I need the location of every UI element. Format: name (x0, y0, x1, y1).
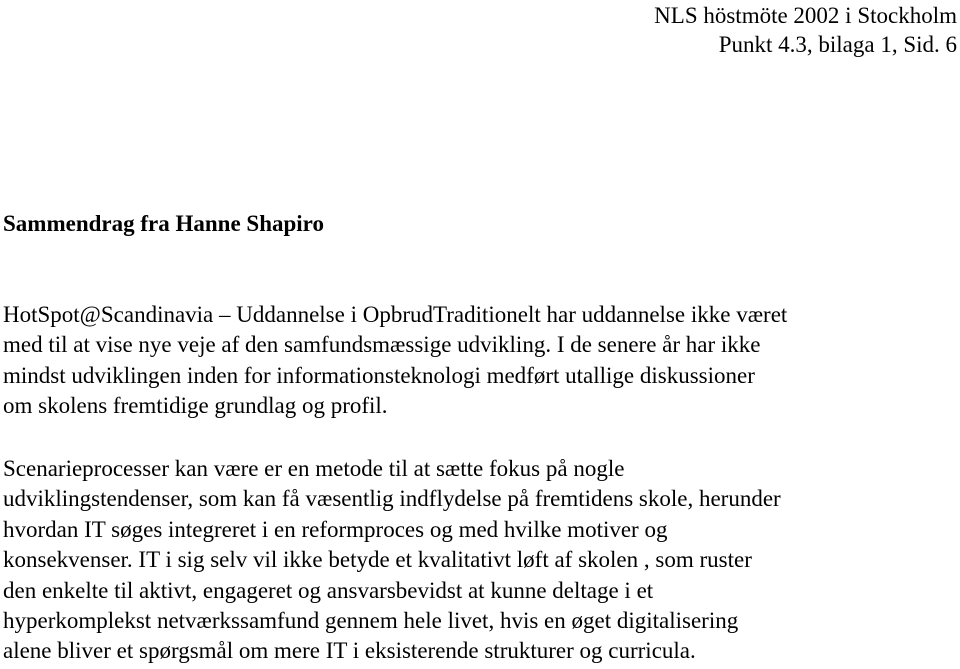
paragraph-line: HotSpot@Scandinavia – Uddannelse i OpbrudTraditionelt har uddannelse ikke været (3, 302, 788, 327)
paragraph-line: mindst udviklingen inden for informationsteknologi medført utallige diskussioner (3, 362, 755, 388)
paragraph-line: med til at vise nye veje af den samfundsmæssige udvikling. I de senere år har ikke (3, 332, 761, 358)
paragraph-line: om skolens fremtidige grundlag og profil. (3, 393, 388, 419)
paragraph-line: hvordan IT søges integreret i en reformproces og med hvilke motiver og (3, 516, 668, 542)
paragraph-scenario (3, 454, 958, 667)
page-header (654, 1, 957, 59)
paragraph-intro (3, 300, 958, 422)
paragraph-line: konsekvenser. IT i sig selv vil ikke betyde et kvalitativt løft af skolen , som ruster (3, 547, 752, 573)
paragraph-line: Scenarieprocesser kan være er en metode til at sætte fokus på nogle (3, 456, 625, 481)
paragraph-line: alene bliver et spørgsmål om mere IT i eksisterende strukturer og curricula. (3, 638, 696, 664)
document-title: Sammendrag fra Hanne Shapiro (3, 211, 324, 236)
paragraph-line: udviklingstendenser, som kan få væsentlig indflydelse på fremtidens skole, herunder (3, 486, 781, 512)
paragraph-line: den enkelte til aktivt, engageret og ansvarsbevidst at kunne deltage i et (3, 577, 654, 603)
paragraph-line: hyperkomplekst netværkssamfund gennem hele livet, hvis en øget digitalisering (3, 608, 739, 634)
header-page-reference: Punkt 4.3, bilaga 1, Sid. 6 (718, 32, 957, 57)
header-meeting-line: NLS höstmöte 2002 i Stockholm (654, 3, 957, 28)
